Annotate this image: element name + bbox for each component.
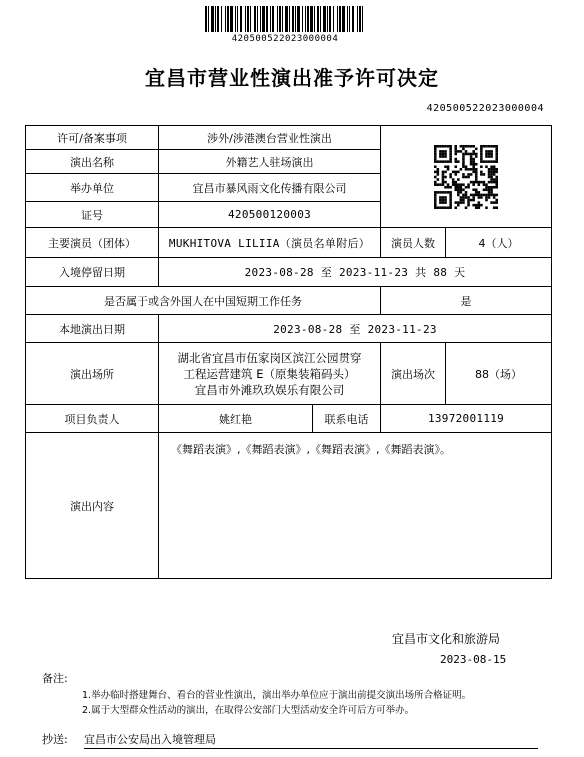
venue-line: 工程运营建筑 E（原集装箱码头） [183, 366, 356, 381]
local-show-date-label: 本地演出日期 [26, 315, 159, 343]
manager-value: 姚红艳 [159, 405, 313, 433]
entry-stay-label: 入境停留日期 [26, 258, 159, 287]
cc-label: 抄送: [42, 733, 68, 746]
entry-stay-value: 2023-08-28 至 2023-11-23 共 88 天 [159, 258, 552, 287]
sessions-value: 88（场） [446, 343, 552, 405]
venue-label: 演出场所 [26, 343, 159, 405]
cert-number-label: 证号 [26, 202, 159, 228]
venue-value [159, 343, 381, 405]
cc-value: 宜昌市公安局出入境管理局 [84, 731, 538, 749]
license-table [25, 125, 552, 579]
phone-label: 联系电话 [313, 405, 381, 433]
local-show-date-value: 2023-08-28 至 2023-11-23 [159, 315, 552, 343]
short-term-work-label: 是否属于或含外国人在中国短期工作任务 [26, 287, 381, 315]
performer-count-label: 演员人数 [381, 228, 446, 258]
content-label: 演出内容 [26, 433, 159, 579]
performer-label: 主要演员（团体） [26, 228, 159, 258]
performer-value: MUKHITOVA LILIIA（演员名单附后） [159, 228, 381, 258]
barcode-image [205, 6, 365, 32]
notes-label: 备注: [42, 672, 68, 685]
license-type-label: 许可/备案事项 [26, 126, 159, 150]
note-item: 2.属于大型群众性活动的演出，在取得公安部门大型活动安全许可后方可举办。 [82, 705, 415, 716]
venue-line: 宜昌市外滩玖玖娱乐有限公司 [194, 382, 345, 397]
issue-date: 2023-08-15 [440, 653, 507, 666]
show-name-label: 演出名称 [26, 150, 159, 174]
venue-line: 湖北省宜昌市伍家岗区滨江公园贯穿 [177, 350, 362, 365]
issuing-authority: 宜昌市文化和旅游局 [392, 632, 501, 646]
document-title: 宜昌市营业性演出准予许可决定 [145, 66, 439, 90]
manager-label: 项目负责人 [26, 405, 159, 433]
performer-count-value: 4（人） [446, 228, 552, 258]
qr-code-cell [381, 126, 552, 228]
content-value: 《舞蹈表演》,《舞蹈表演》,《舞蹈表演》,《舞蹈表演》。 [159, 433, 552, 579]
note-item: 1.举办临时搭建舞台、看台的营业性演出，演出举办单位应于演出前提交演出场所合格证明。 [82, 690, 472, 701]
document-number: 420500522023000004 [426, 103, 544, 114]
short-term-work-value: 是 [381, 287, 552, 315]
phone-value: 13972001119 [381, 405, 552, 433]
organizer-label: 举办单位 [26, 174, 159, 202]
sessions-label: 演出场次 [381, 343, 446, 405]
license-type-value: 涉外/涉港澳台营业性演出 [159, 126, 381, 150]
show-name-value: 外籍艺人驻场演出 [159, 150, 381, 174]
qr-code-image [434, 145, 498, 209]
organizer-value: 宜昌市暴风雨文化传播有限公司 [159, 174, 381, 202]
cert-number-value: 420500120003 [159, 202, 381, 228]
barcode-number: 42050052202300000​4 [231, 34, 339, 44]
